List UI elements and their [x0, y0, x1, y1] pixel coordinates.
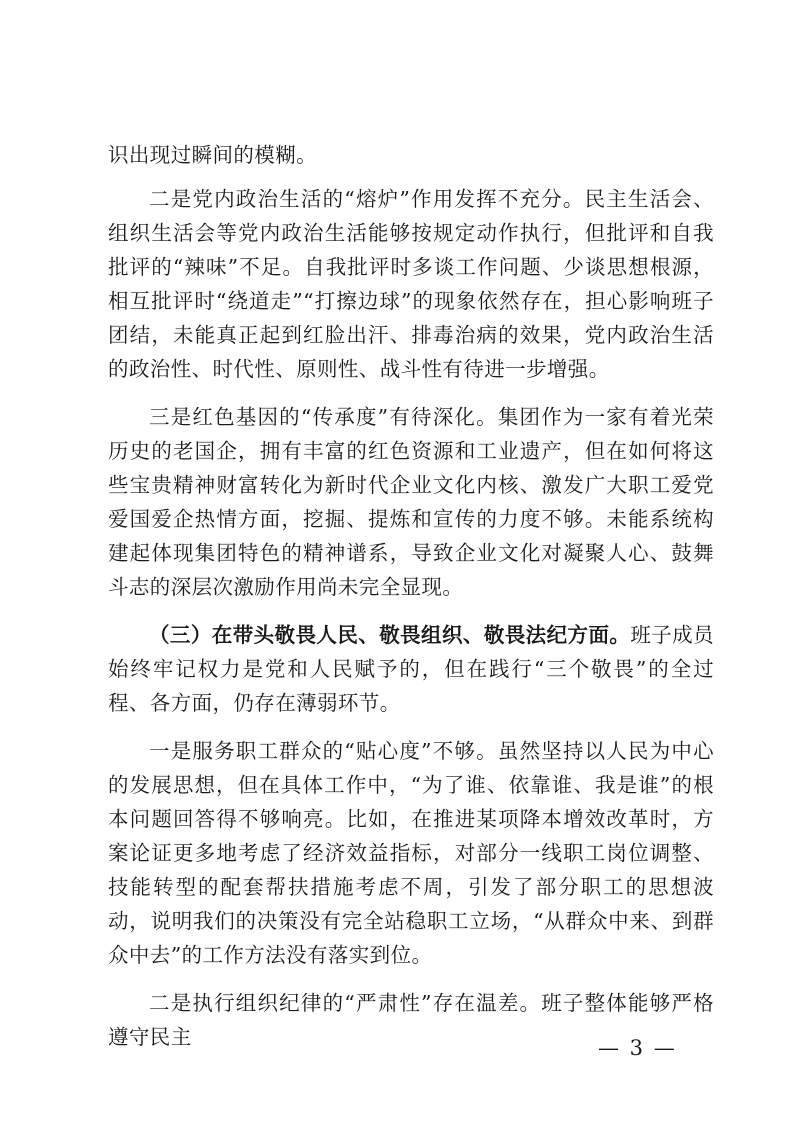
paragraph-discipline: 二是执行组织纪律的“严肃性”存在温差。班子整体能够严格遵守民主 — [108, 991, 714, 1049]
paragraph-serve-workers: 一是服务职工群众的“贴心度”不够。虽然坚持以人民为中心的发展思想，但在具体工作中，“为了谁、依靠谁、我是谁”的根本问题回答得不够响亮。比如，在推进某项降本增效改革时，方案论证更多地考虑了经济效益指标，对部分一线职工岗位调整、技能转型的配套帮扶措施考虑不周，引发了部分职工的思想波动，说明我们的决策没有完全站稳职工立场，“从群众中来、到群众中去”的工作方法没有落实到位。 — [108, 739, 714, 967]
document-page — [108, 138, 714, 1054]
section-heading: （三）在带头敬畏人民、敬畏组织、敬畏法纪方面。 — [149, 623, 631, 647]
paragraph-political-life: 二是党内政治生活的“熔炉”作用发挥不充分。民主生活会、组织生活会等党内政治生活能够按规定动作执行，但批评和自我批评的“辣味”不足。自我批评时多谈工作问题、少谈思想根源，相互批评时“绕道走”“打擦边球”的现象依然存在，担心影响班子团结，未能真正起到红脸出汗、排毒治病的效果，党内政治生活的政治性、时代性、原则性、战斗性有待进一步增强。 — [108, 187, 714, 381]
page-number: — 3 — — [598, 1036, 677, 1060]
paragraph-red-gene: 三是红色基因的“传承度”有待深化。集团作为一家有着光荣历史的老国企，拥有丰富的红色资源和工业遗产，但在如何将这些宝贵精神财富转化为新时代企业文化内核、激发广大职工爱党爱国爱企热情方面，挖掘、提炼和宣传的力度不够。未能系统构建起体现集团特色的精神谱系，导致企业文化对凝聚人心、鼓舞斗志的深层次激励作用尚未完全显现。 — [108, 405, 714, 599]
section-three — [108, 618, 714, 720]
paragraph-continuation: 识出现过瞬间的模糊。 — [108, 143, 317, 167]
section-text: 班子成员始终牢记权力是党和人民赋予的，但在践行“三个敬畏”的全过程、各方面，仍存在薄弱环节。 — [108, 623, 714, 715]
